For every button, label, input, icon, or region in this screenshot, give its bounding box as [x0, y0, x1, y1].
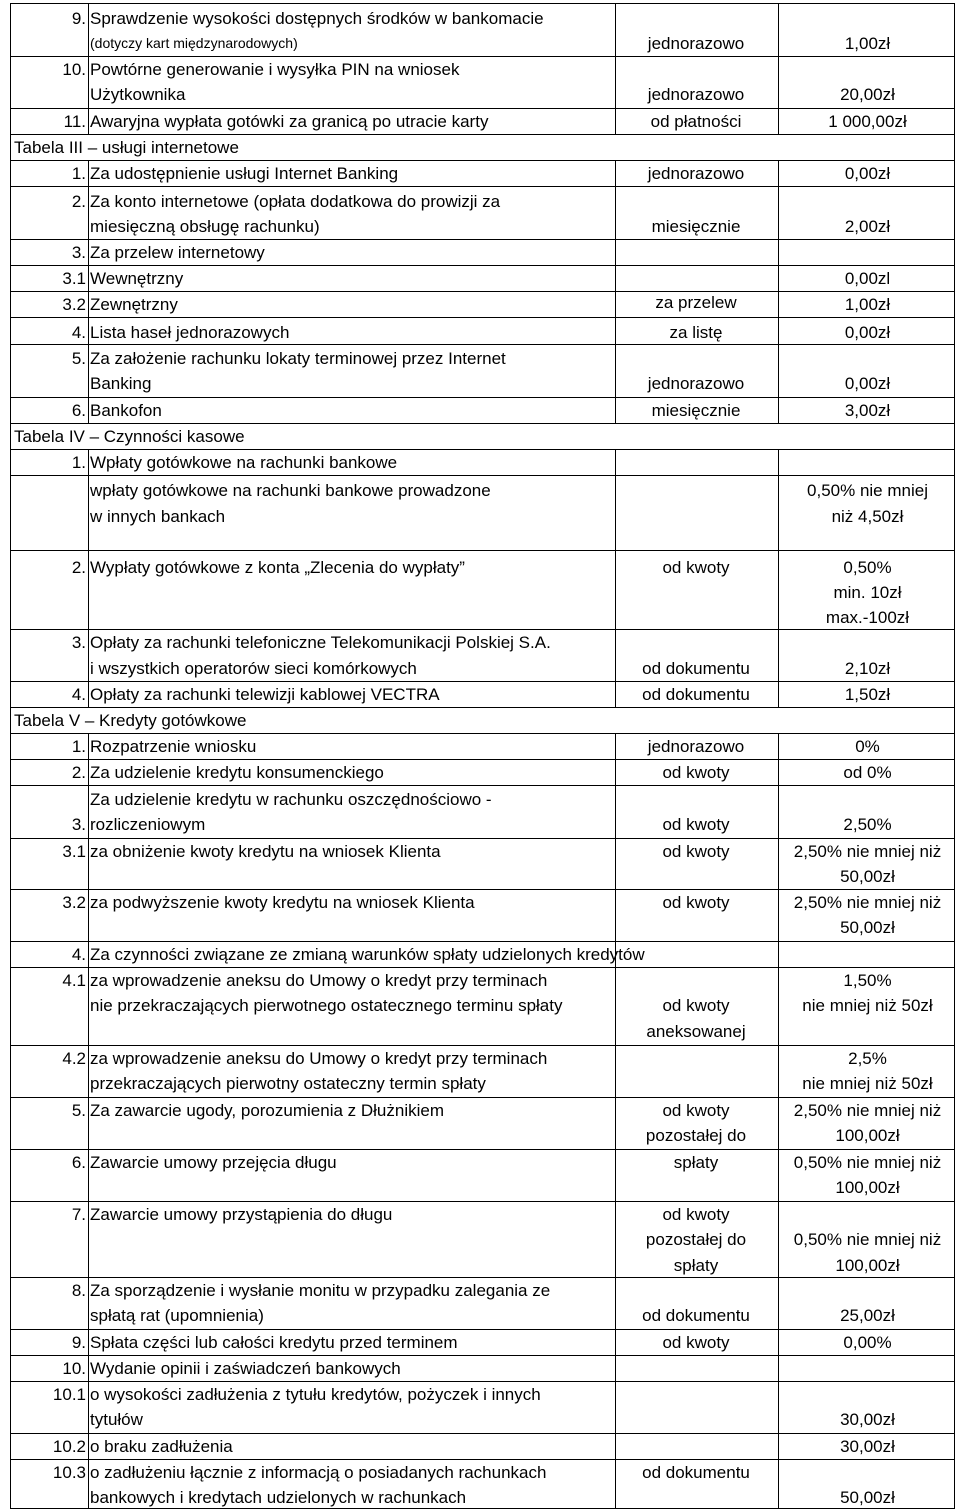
grid-line — [10, 3, 11, 1509]
row-frequency: od kwoty — [662, 558, 730, 577]
row-number: 4.1 — [62, 971, 86, 990]
row-amount: 30,00zł — [840, 1437, 895, 1456]
table-row — [10, 1433, 955, 1460]
row-number: 9. — [71, 1333, 86, 1352]
row-frequency: od płatności — [650, 112, 742, 131]
row-number: 3.1 — [62, 269, 86, 288]
row-description: Wpłaty gotówkowe na rachunki bankowe — [90, 453, 398, 472]
table-row — [10, 1045, 955, 1098]
row-frequency: od kwoty — [662, 1205, 730, 1224]
row-number: 10. — [62, 1359, 86, 1378]
table-row — [10, 785, 955, 838]
row-amount: 0,00zł — [844, 374, 891, 393]
grid-line — [615, 449, 616, 707]
table-row — [10, 449, 955, 476]
row-frequency: jednorazowo — [647, 85, 745, 104]
row-description: Awaryjna wypłata gotówki za granicą po utracie karty — [90, 112, 489, 131]
row-description: Zewnętrzny — [90, 295, 178, 314]
row-description: Spłata części lub całości kredytu przed terminem — [90, 1333, 458, 1352]
row-amount: 0,50% nie mniej — [807, 481, 928, 500]
table-row — [10, 1277, 955, 1330]
row-amount: 1,50zł — [844, 685, 891, 704]
row-number: 3.2 — [62, 893, 86, 912]
row-amount: 1,50% — [843, 971, 892, 990]
row-amount-cont: niż 4,50zł — [831, 507, 904, 526]
table-row — [10, 1149, 955, 1202]
table-row — [10, 941, 955, 968]
row-number: 3. — [71, 243, 86, 262]
table-row — [10, 733, 955, 760]
row-description: Lista haseł jednorazowych — [90, 323, 290, 342]
row-frequency: od kwoty — [662, 763, 730, 782]
row-amount: od 0% — [843, 763, 892, 782]
row-amount: 2,5% — [848, 1049, 887, 1068]
table-row — [10, 108, 955, 135]
grid-line — [778, 3, 779, 134]
table-row — [10, 967, 955, 1046]
table-row — [10, 344, 955, 397]
row-description-cont: nie przekraczających pierwotnego ostatecznego terminu spłaty — [90, 996, 563, 1015]
row-number: 9. — [71, 9, 86, 28]
row-number: 8. — [71, 1281, 86, 1300]
table-row — [10, 681, 955, 708]
table-row — [10, 1459, 955, 1512]
row-amount: 20,00zł — [840, 85, 895, 104]
row-frequency: od dokumentu — [642, 685, 750, 704]
row-number: 1. — [71, 737, 86, 756]
row-description: Za czynności związane ze zmianą warunków spłaty udzielonych kredytów — [90, 945, 645, 964]
table-row — [10, 629, 955, 682]
row-number: 2. — [71, 192, 86, 211]
table-row — [10, 1329, 955, 1356]
row-amount: 0,00zł — [844, 164, 891, 183]
row-frequency: od kwoty — [662, 996, 730, 1015]
row-number: 3. — [71, 633, 86, 652]
row-description: za obniżenie kwoty kredytu na wniosek Klienta — [90, 842, 441, 861]
row-number: 4. — [71, 323, 86, 342]
row-description: o braku zadłużenia — [90, 1437, 233, 1456]
row-amount: 0,00zł — [844, 323, 891, 342]
row-description-cont: w innych bankach — [90, 507, 226, 526]
table-row — [10, 838, 955, 891]
row-frequency: od kwoty — [662, 1101, 730, 1120]
row-number: 4.2 — [62, 1049, 86, 1068]
row-frequency: od dokumentu — [642, 1463, 750, 1482]
row-number: 10.3 — [52, 1463, 86, 1482]
row-amount: 1 000,00zł — [828, 112, 907, 131]
row-frequency: od kwoty — [662, 842, 730, 861]
row-amount: 2,50% — [843, 815, 892, 834]
grid-line — [615, 160, 616, 423]
row-description: Opłaty za rachunki telewizji kablowej VECTRA — [90, 685, 440, 704]
row-number: 3.1 — [62, 842, 86, 861]
row-amount: 0,50% — [843, 558, 892, 577]
section-header — [10, 134, 955, 161]
table-row — [10, 265, 955, 292]
table-row — [10, 550, 955, 629]
row-frequency: za listę — [669, 323, 723, 342]
row-amount: 1,00zł — [844, 34, 891, 53]
row-frequency-cont: pozostałej do — [645, 1126, 747, 1145]
row-description-cont: miesięczną obsługę rachunku) — [90, 217, 320, 236]
row-amount: 2,50% nie mniej niż — [793, 842, 942, 861]
row-amount-cont: 100,00zł — [835, 1126, 900, 1145]
row-description-cont: i wszystkich operatorów sieci komórkowych — [90, 659, 417, 678]
row-description: Za konto internetowe (opłata dodatkowa do prowizji za — [90, 192, 501, 211]
row-amount-cont: 100,00zł — [835, 1256, 900, 1275]
row-amount: 25,00zł — [840, 1306, 895, 1325]
row-number: 4. — [71, 945, 86, 964]
grid-line — [778, 449, 779, 707]
row-amount-cont: 50,00zł — [840, 867, 895, 886]
row-frequency: od kwoty — [662, 815, 730, 834]
row-description: za podwyższenie kwoty kredytu na wniosek Klienta — [90, 893, 475, 912]
table-row — [10, 475, 955, 550]
row-amount-cont: nie mniej niż 50zł — [802, 1074, 933, 1093]
row-frequency-cont2: spłaty — [673, 1256, 719, 1275]
row-amount-max: max.-100zł — [825, 608, 910, 627]
row-description: Za założenie rachunku lokaty terminowej przez Internet — [90, 349, 506, 368]
row-number: 1. — [71, 453, 86, 472]
row-number: 5. — [71, 1101, 86, 1120]
row-amount: 2,00zł — [844, 217, 891, 236]
row-description: Sprawdzenie wysokości dostępnych środków w bankomacie — [90, 9, 544, 28]
row-amount: 1,00zł — [844, 295, 891, 314]
row-description-cont: spłatą rat (upomnienia) — [90, 1306, 264, 1325]
grid-line — [88, 3, 89, 134]
row-description: o wysokości zadłużenia z tytułu kredytów, pożyczek i innych — [90, 1385, 541, 1404]
grid-line — [615, 733, 616, 1509]
grid-line — [88, 449, 89, 707]
grid-line — [88, 160, 89, 423]
row-frequency: od kwoty — [662, 893, 730, 912]
row-frequency: miesięcznie — [651, 217, 741, 236]
row-frequency-cont: pozostałej do — [645, 1230, 747, 1249]
table-row — [10, 3, 955, 56]
row-amount-cont: nie mniej niż 50zł — [802, 996, 933, 1015]
section-title: Tabela III – usługi internetowe — [14, 138, 239, 157]
table-row — [10, 759, 955, 786]
grid-line — [615, 3, 616, 134]
row-description: Wypłaty gotówkowe z konta „Zlecenia do wypłaty” — [90, 558, 465, 577]
table-row — [10, 160, 955, 187]
row-amount: 2,10zł — [844, 659, 891, 678]
table-row — [10, 317, 955, 344]
row-description: Zawarcie umowy przystąpienia do długu — [90, 1205, 393, 1224]
row-frequency: za przelew — [655, 293, 737, 312]
row-number: 11. — [63, 112, 86, 131]
row-description: Za sporządzenie i wysłanie monitu w przypadku zalegania ze — [90, 1281, 551, 1300]
row-frequency-cont: aneksowanej — [646, 1022, 746, 1041]
table-row — [10, 397, 955, 424]
row-number: 2. — [71, 763, 86, 782]
table-row — [10, 1201, 955, 1280]
row-number: 10.2 — [52, 1437, 86, 1456]
table-row — [10, 1097, 955, 1150]
row-description: Wewnętrzny — [90, 269, 184, 288]
row-description: Za przelew internetowy — [90, 243, 265, 262]
table-row — [10, 56, 955, 109]
row-frequency: jednorazowo — [647, 164, 745, 183]
table-bottom-border — [10, 1508, 955, 1509]
row-description: Opłaty za rachunki telefoniczne Telekomunikacji Polskiej S.A. — [90, 633, 551, 652]
row-frequency: jednorazowo — [647, 34, 745, 53]
row-description: Bankofon — [90, 401, 162, 420]
row-description-cont: Banking — [90, 374, 152, 393]
row-description: Za udzielenie kredytu konsumenckiego — [90, 763, 384, 782]
row-amount: 2,50% nie mniej niż — [793, 893, 942, 912]
grid-line — [88, 733, 89, 1509]
row-description: Wydanie opinii i zaświadczeń bankowych — [90, 1359, 401, 1378]
row-amount: 50,00zł — [840, 1488, 895, 1507]
row-description: Za udzielenie kredytu w rachunku oszczędnościowo - — [90, 790, 492, 809]
table-row — [10, 889, 955, 942]
row-number: 5. — [71, 349, 86, 368]
table-row — [10, 1355, 955, 1382]
section-header — [10, 423, 955, 450]
row-amount: 0% — [855, 737, 880, 756]
row-amount-cont: 100,00zł — [835, 1178, 900, 1197]
grid-line — [954, 3, 955, 1509]
row-description-cont: rozliczeniowym — [90, 815, 206, 834]
row-amount: 2,50% nie mniej niż — [793, 1101, 942, 1120]
row-description-note: (dotyczy kart międzynarodowych) — [90, 35, 298, 51]
table-row — [10, 1381, 955, 1434]
row-number: 6. — [71, 401, 86, 420]
row-description: Powtórne generowanie i wysyłka PIN na wniosek — [90, 60, 460, 79]
row-amount: 0,50% nie mniej niż — [793, 1153, 942, 1172]
row-description-cont: bankowych i kredytach udzielonych w rachunkach — [90, 1488, 467, 1507]
row-frequency: jednorazowo — [647, 374, 745, 393]
row-description: Rozpatrzenie wniosku — [90, 737, 257, 756]
row-description-cont: przekraczających pierwotny ostateczny termin spłaty — [90, 1074, 486, 1093]
row-description: wpłaty gotówkowe na rachunki bankowe prowadzone — [90, 481, 491, 500]
row-amount: 30,00zł — [840, 1410, 895, 1429]
grid-line — [778, 733, 779, 1509]
row-number: 10.1 — [52, 1385, 86, 1404]
table-row — [10, 291, 955, 318]
row-description: Zawarcie umowy przejęcia długu — [90, 1153, 337, 1172]
row-frequency: jednorazowo — [647, 737, 745, 756]
section-title: Tabela IV – Czynności kasowe — [14, 427, 245, 446]
row-number: 3.2 — [62, 295, 86, 314]
row-description: Za zawarcie ugody, porozumienia z Dłużnikiem — [90, 1101, 445, 1120]
row-description-cont: Użytkownika — [90, 85, 186, 104]
row-amount: 0,00zl — [844, 269, 891, 288]
row-description: Za udostępnienie usługi Internet Banking — [90, 164, 399, 183]
row-number: 10. — [62, 60, 86, 79]
row-amount: 0,50% nie mniej niż — [793, 1230, 942, 1249]
grid-line — [778, 160, 779, 423]
section-header — [10, 707, 955, 734]
row-amount: 3,00zł — [844, 401, 891, 420]
row-description: za wprowadzenie aneksu do Umowy o kredyt przy terminach — [90, 971, 548, 990]
row-description: za wprowadzenie aneksu do Umowy o kredyt przy terminach — [90, 1049, 548, 1068]
row-number: 2. — [71, 558, 86, 577]
section-title: Tabela V – Kredyty gotówkowe — [14, 711, 247, 730]
row-number: 7. — [71, 1205, 86, 1224]
row-description: o zadłużeniu łącznie z informacją o posiadanych rachunkach — [90, 1463, 547, 1482]
row-frequency: od kwoty — [662, 1333, 730, 1352]
table-row — [10, 186, 955, 239]
row-description-cont: tytułów — [90, 1410, 143, 1429]
row-amount-cont: 50,00zł — [840, 918, 895, 937]
row-frequency: od dokumentu — [642, 659, 750, 678]
row-number: 6. — [71, 1153, 86, 1172]
row-amount: 0,00% — [843, 1333, 892, 1352]
row-number: 4. — [71, 685, 86, 704]
row-number: 1. — [71, 164, 86, 183]
row-frequency: spłaty — [673, 1153, 719, 1172]
row-frequency: od dokumentu — [642, 1306, 750, 1325]
row-number: 3. — [71, 815, 86, 834]
row-amount-min: min. 10zł — [833, 583, 902, 602]
table-row — [10, 239, 955, 266]
row-frequency: miesięcznie — [651, 401, 741, 420]
